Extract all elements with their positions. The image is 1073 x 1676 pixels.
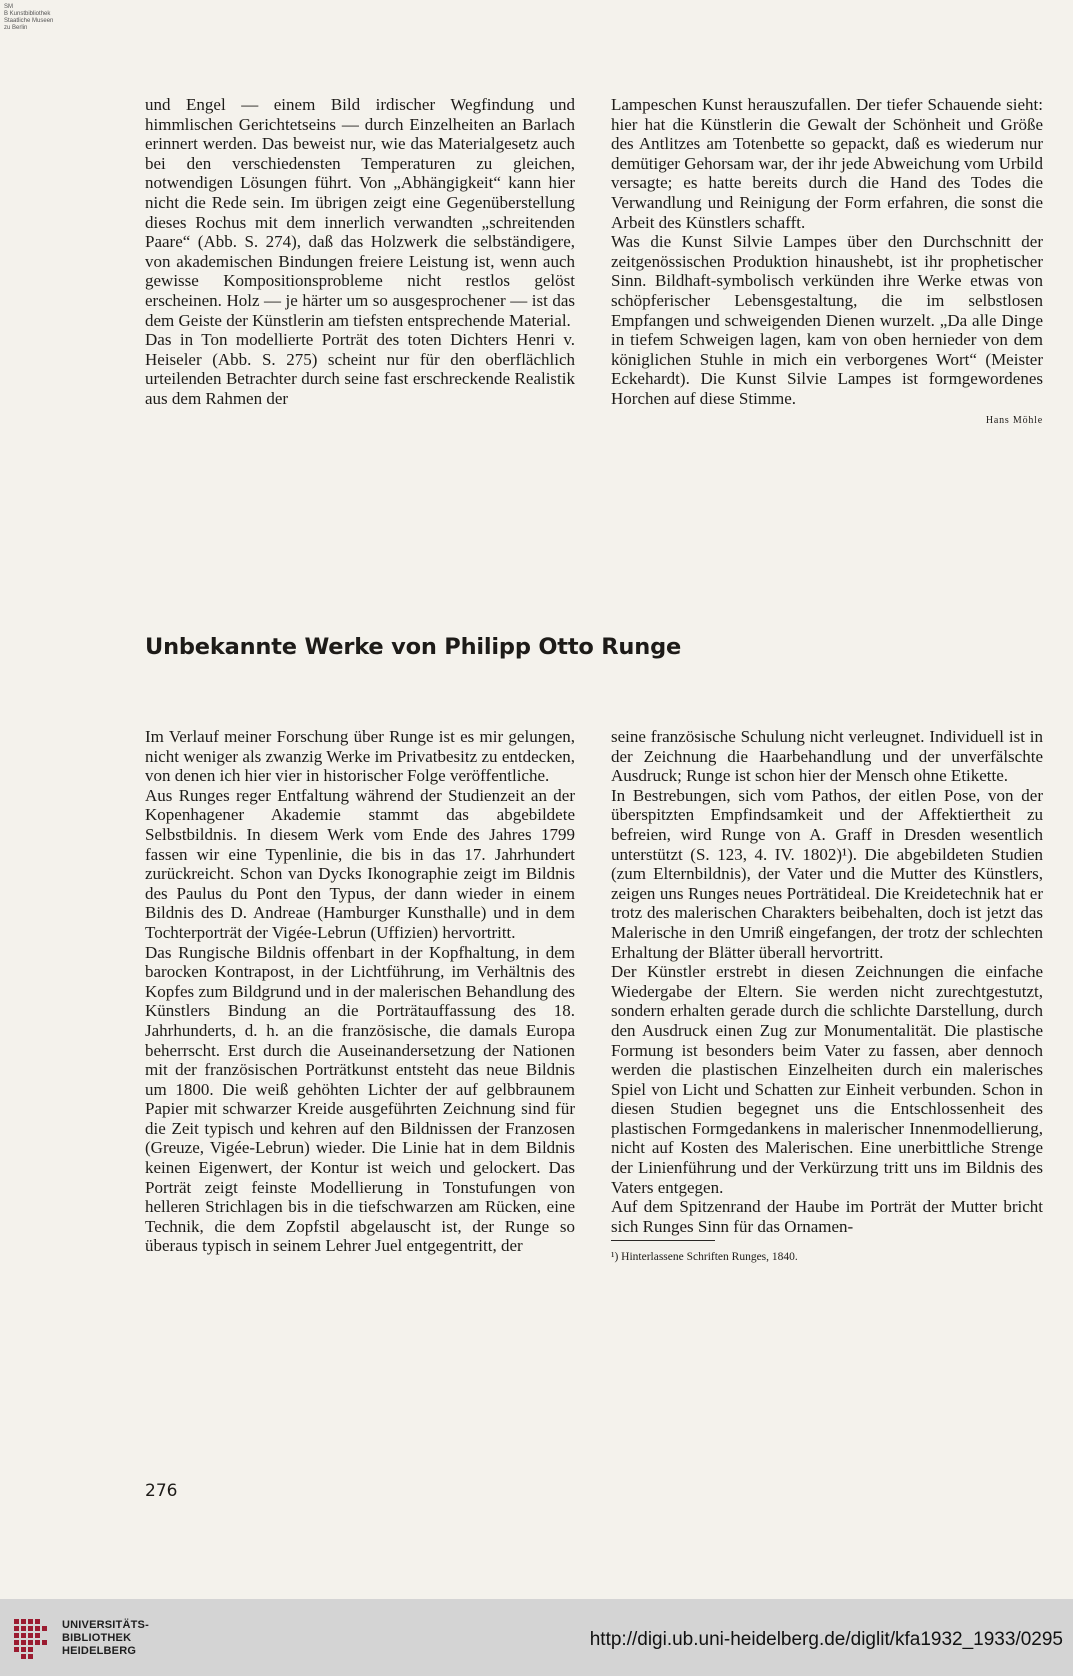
library-stamp [4, 4, 94, 32]
paragraph: seine französische Schulung nicht verleugnet. Individuell ist in der Zeichnung die Haarbehandlung und der unverfälschte Ausdruck; Runge ist schon hier der Mensch ohne Etikette. [611, 727, 1043, 786]
stamp-line: B Kunstbibliothek [4, 11, 51, 17]
paragraph: und Engel — einem Bild irdischer Wegfindung und himmlischen Gerichtetseins — durch Einzelheiten an Barlach erinnert werden. Das beweist nur, wie das Materialgesetz auch bei den verschiedensten Temperaturen zu gleichen, notwendigen Lösungen führt. Von „Abhängigkeit“ kann hier nicht die Rede sein. Im übrigen zeigt eine Gegenüberstellung dieses Rochus mit dem innerlich verwandten „schreitenden Paare“ (Abb. S. 274), daß das Holzwerk die selbständigere, von akademischen Bindungen freiere Leistung ist, wenn auch gewisse Kompositionsprobleme nicht restlos gelöst erscheinen. Holz — je härter um so ausgesprochener — ist das dem Geiste der Künstlerin am tiefsten entsprechende Material. [145, 95, 575, 330]
paragraph: Lampeschen Kunst herauszufallen. Der tiefer Schauende sieht: hier hat die Künstlerin die Gewalt der Schönheit und Größe des Antlitzes am Totenbette so gepackt, daß es wiederum nur demütiger Gehorsam war, der ihr jede Abweichung vom Urbild versagte; es hatte bereits durch die Hand des Todes die Verwandlung und Reinigung der Form erfahren, die sonst die Arbeit des Künstlers schafft. [611, 95, 1043, 232]
institution-line: UNIVERSITÄTS- [62, 1619, 149, 1631]
paragraph: In Bestrebungen, sich vom Pathos, der eitlen Pose, von der überspitzten Empfindsamkeit und der Affektiertheit zu befreien, wird Runge von A. Graff in Dresden wesentlich unterstützt (S. 123, 4. IV. 1802)¹). Die abgebildeten Studien (zum Elternbildnis), der Vater und die Mutter des Künstlers, zeigen uns Runges neues Porträtideal. Die Kreidetechnik hat er trotz des malerischen Charakters beibehalten, doch ist jetzt das Malerische in den Umriß eingefangen, der trotz der schlechten Erhaltung der Blätter überall hervortritt. [611, 785, 1043, 962]
paragraph: Das Rungische Bildnis offenbart in der Kopfhaltung, in dem barocken Kontrapost, in der Lichtführung, im Verhältnis des Kopfes zum Bildgrund und in der malerischen Behandlung des Künstlers Bindung an die Porträtauffassung des 18. Jahrhunderts, d. h. an die französische, die damals Europa beherrscht. Erst durch die Auseinandersetzung der Nationen mit der französischen Porträtkunst entsteht das neue Bildnis um 1800. Die weiß gehöhten Lichter der auf gelbbraunem Papier mit schwarzer Kreide ausgeführten Zeichnung sind für die Zeit typisch und kehren auf den Bildnissen der Franzosen (Greuze, Vigée-Lebrun) wieder. Die Linie hat in dem Bildnis keinen Eigenwert, der Kontur ist weich und gelockert. Das Porträt zeigt feinste Modellierung in Tonstufungen von helleren Strichlagen bis in die tiefschwarzen am Rücken, eine Technik, die dem Zopfstil abgelauscht ist, der Runge so überaus typisch in seinem Lehrer Juel entgegentritt, der [145, 942, 575, 1256]
heidelberg-library-logo-icon[interactable] [12, 1613, 50, 1663]
institution-line: BIBLIOTHEK [62, 1632, 132, 1644]
institution-name [62, 1619, 149, 1658]
stamp-line: Staatliche Museen [4, 18, 54, 24]
page-number: 276 [145, 1481, 178, 1501]
institution-line: HEIDELBERG [62, 1645, 137, 1657]
footer-bar [0, 1599, 1073, 1676]
stamp-line: zu Berlin [4, 25, 28, 31]
paragraph: Was die Kunst Silvie Lampes über den Durchschnitt der zeitgenössischen Produktion hinaushebt, ist ihr prophetischer Sinn. Bildhaft-symbolisch verkünden ihre Werke etwas von schöpferischer Lebensgestaltung, die im selbstlosen Empfangen und schweigenden Dienen wurzelt. „Da alle Dinge in tiefem Schweigen lagen, kam von oben hernieder von dem königlichen Stuhle in mich ein verborgenes Wort“ (Meister Eckehardt). Die Kunst Silvie Lampes ist formgewordenes Horchen auf diese Stimme. [611, 232, 1043, 408]
footnote: ¹) Hinterlassene Schriften Runges, 1840. [611, 1251, 798, 1264]
paragraph: Der Künstler erstrebt in diesen Zeichnungen die einfache Wiedergabe der Eltern. Sie werden nicht zurechtgestutzt, sondern erhalten gerade durch die schlichte Darstellung, durch den Ausdruck einen Zug zur Monumentalität. Die plastische Formung ist besonders beim Vater zu fassen, aber dennoch werden die plastischen Einzelheiten durch ein malerisches Spiel von Licht und Schatten zur Einheit verbunden. Schon in diesen Studien begegnet uns die Entschlossenheit des plastischen Formgedankens in malerischer Innenmodellierung, nicht auf Kosten des Malerischen. Eine unerbittliche Strenge der Linienführung und der Verkürzung tritt uns im Bildnis des Vaters entgegen. [611, 962, 1043, 1197]
paragraph: Aus Runges reger Entfaltung während der Studienzeit an der Kopenhagener Akademie stammt das abgebildete Selbstbildnis. In diesem Werk vom Ende des Jahres 1799 fassen wir eine Typenlinie, die bis in das 17. Jahrhundert zurückreicht. Schon van Dycks Ikonographie zeigt im Bildnis des Paulus du Pont den Typus, der dann wieder in einem Bildnis des D. Andreae (Hamburger Kunsthalle) und in dem Tochterporträt der Vigée-Lebrun (Uffizien) hervortritt. [145, 785, 575, 942]
source-url-link[interactable]: http://digi.ub.uni-heidelberg.de/diglit/kfa1932_1933/0295 [589, 1629, 1063, 1650]
footnote-divider [611, 1240, 715, 1241]
author-signature: Hans Möhle [985, 414, 1043, 426]
paragraph: Auf dem Spitzenrand der Haube im Porträt der Mutter bricht sich Runges Sinn für das Ornamen- [611, 1197, 1043, 1236]
stamp-line: SM [4, 4, 13, 10]
article-two-left-column [145, 727, 575, 1256]
article-one-left-column [145, 95, 575, 409]
article-title: Unbekannte Werke von Philipp Otto Runge [145, 634, 682, 660]
paragraph: Im Verlauf meiner Forschung über Runge ist es mir gelungen, nicht weniger als zwanzig Werke im Privatbesitz zu entdecken, von denen ich hier vier in historischer Folge veröffentliche. [145, 727, 575, 786]
paragraph: Das in Ton modellierte Porträt des toten Dichters Henri v. Heiseler (Abb. S. 275) scheint nur für den oberflächlich urteilenden Betrachter durch seine fast erschreckende Realistik aus dem Rahmen der [145, 330, 575, 408]
article-two-right-column [611, 727, 1043, 1264]
article-one-right-column [611, 95, 1043, 430]
